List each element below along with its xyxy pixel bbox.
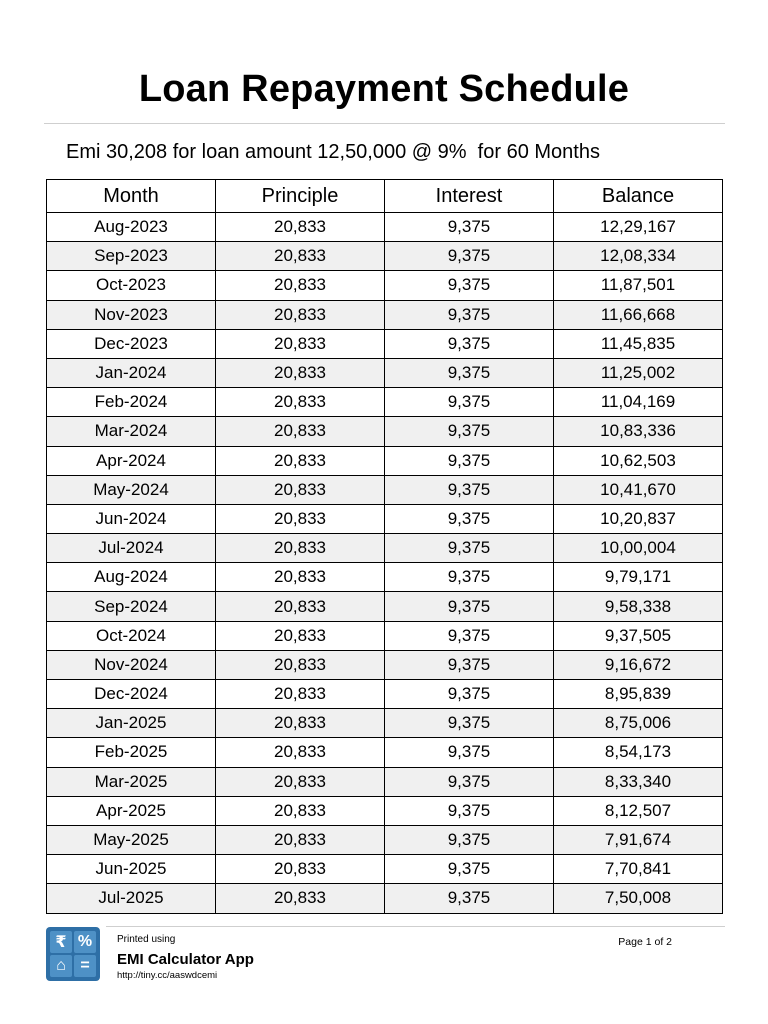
cell-balance: 8,95,839 <box>554 680 723 709</box>
cell-balance: 7,50,008 <box>554 884 723 913</box>
cell-balance: 10,62,503 <box>554 446 723 475</box>
table-row <box>47 358 723 387</box>
rupee-icon: ₹ <box>50 931 72 953</box>
cell-interest: 9,375 <box>385 358 554 387</box>
cell-interest: 9,375 <box>385 592 554 621</box>
cell-month: Aug-2023 <box>47 213 216 242</box>
cell-month: Mar-2025 <box>47 767 216 796</box>
cell-interest: 9,375 <box>385 767 554 796</box>
table-row <box>47 855 723 884</box>
table-row <box>47 300 723 329</box>
cell-balance: 11,66,668 <box>554 300 723 329</box>
table-row <box>47 534 723 563</box>
cell-month: Sep-2024 <box>47 592 216 621</box>
cell-interest: 9,375 <box>385 388 554 417</box>
cell-month: Jan-2024 <box>47 358 216 387</box>
cell-month: Jul-2024 <box>47 534 216 563</box>
cell-principle: 20,833 <box>216 242 385 271</box>
cell-month: Feb-2024 <box>47 388 216 417</box>
app-name: EMI Calculator App <box>117 951 254 968</box>
app-url-link[interactable]: http://tiny.cc/aaswdcemi <box>117 970 218 981</box>
cell-balance: 9,37,505 <box>554 621 723 650</box>
cell-principle: 20,833 <box>216 534 385 563</box>
cell-month: Jun-2024 <box>47 504 216 533</box>
cell-interest: 9,375 <box>385 271 554 300</box>
cell-principle: 20,833 <box>216 709 385 738</box>
cell-interest: 9,375 <box>385 738 554 767</box>
cell-principle: 20,833 <box>216 592 385 621</box>
cell-principle: 20,833 <box>216 475 385 504</box>
printed-using-label: Printed using <box>117 934 176 945</box>
cell-balance: 12,08,334 <box>554 242 723 271</box>
cell-month: Nov-2024 <box>47 650 216 679</box>
cell-principle: 20,833 <box>216 271 385 300</box>
table-row <box>47 504 723 533</box>
table-row <box>47 475 723 504</box>
table-row <box>47 680 723 709</box>
table-row <box>47 825 723 854</box>
cell-month: Jun-2025 <box>47 855 216 884</box>
cell-balance: 10,83,336 <box>554 417 723 446</box>
cell-month: Apr-2025 <box>47 796 216 825</box>
table-row <box>47 592 723 621</box>
cell-interest: 9,375 <box>385 650 554 679</box>
cell-balance: 10,00,004 <box>554 534 723 563</box>
cell-month: May-2024 <box>47 475 216 504</box>
cell-interest: 9,375 <box>385 825 554 854</box>
cell-principle: 20,833 <box>216 563 385 592</box>
cell-principle: 20,833 <box>216 855 385 884</box>
cell-principle: 20,833 <box>216 329 385 358</box>
page-number: Page 1 of 2 <box>618 936 672 948</box>
cell-principle: 20,833 <box>216 388 385 417</box>
cell-principle: 20,833 <box>216 825 385 854</box>
cell-principle: 20,833 <box>216 796 385 825</box>
title-divider <box>44 123 725 124</box>
cell-month: Jan-2025 <box>47 709 216 738</box>
cell-month: Sep-2023 <box>47 242 216 271</box>
cell-interest: 9,375 <box>385 621 554 650</box>
cell-month: Aug-2024 <box>47 563 216 592</box>
cell-balance: 11,04,169 <box>554 388 723 417</box>
cell-month: Nov-2023 <box>47 300 216 329</box>
cell-interest: 9,375 <box>385 417 554 446</box>
cell-month: Oct-2023 <box>47 271 216 300</box>
cell-interest: 9,375 <box>385 709 554 738</box>
cell-interest: 9,375 <box>385 242 554 271</box>
cell-principle: 20,833 <box>216 213 385 242</box>
cell-interest: 9,375 <box>385 213 554 242</box>
cell-principle: 20,833 <box>216 884 385 913</box>
cell-interest: 9,375 <box>385 475 554 504</box>
emi-app-logo <box>46 927 100 981</box>
table-row <box>47 417 723 446</box>
cell-interest: 9,375 <box>385 884 554 913</box>
table-row <box>47 242 723 271</box>
footer-divider <box>106 926 725 927</box>
cell-month: May-2025 <box>47 825 216 854</box>
table-row <box>47 563 723 592</box>
cell-balance: 8,75,006 <box>554 709 723 738</box>
percent-icon: % <box>74 931 96 953</box>
page-title: Loan Repayment Schedule <box>138 68 630 110</box>
column-header-month: Month <box>47 180 216 213</box>
table-row <box>47 271 723 300</box>
cell-principle: 20,833 <box>216 738 385 767</box>
cell-month: Apr-2024 <box>47 446 216 475</box>
cell-interest: 9,375 <box>385 300 554 329</box>
table-header-row <box>47 180 723 213</box>
cell-month: Oct-2024 <box>47 621 216 650</box>
cell-balance: 7,70,841 <box>554 855 723 884</box>
cell-principle: 20,833 <box>216 621 385 650</box>
cell-month: Dec-2023 <box>47 329 216 358</box>
table-row <box>47 329 723 358</box>
table-row <box>47 709 723 738</box>
table-row <box>47 621 723 650</box>
cell-balance: 11,25,002 <box>554 358 723 387</box>
table-row <box>47 213 723 242</box>
cell-principle: 20,833 <box>216 767 385 796</box>
cell-interest: 9,375 <box>385 446 554 475</box>
cell-balance: 9,79,171 <box>554 563 723 592</box>
column-header-balance: Balance <box>554 180 723 213</box>
cell-interest: 9,375 <box>385 534 554 563</box>
cell-interest: 9,375 <box>385 680 554 709</box>
cell-month: Feb-2025 <box>47 738 216 767</box>
loan-summary: Emi 30,208 for loan amount 12,50,000 @ 9% for 60 Months <box>66 141 600 163</box>
cell-balance: 11,45,835 <box>554 329 723 358</box>
table-row <box>47 388 723 417</box>
cell-principle: 20,833 <box>216 504 385 533</box>
cell-principle: 20,833 <box>216 680 385 709</box>
cell-balance: 7,91,674 <box>554 825 723 854</box>
cell-interest: 9,375 <box>385 563 554 592</box>
cell-balance: 8,33,340 <box>554 767 723 796</box>
column-header-principle: Principle <box>216 180 385 213</box>
cell-interest: 9,375 <box>385 504 554 533</box>
cell-balance: 8,54,173 <box>554 738 723 767</box>
cell-interest: 9,375 <box>385 796 554 825</box>
cell-month: Mar-2024 <box>47 417 216 446</box>
cell-principle: 20,833 <box>216 300 385 329</box>
table-row <box>47 738 723 767</box>
home-icon: ⌂ <box>50 955 72 977</box>
table-row <box>47 650 723 679</box>
cell-balance: 10,20,837 <box>554 504 723 533</box>
cell-principle: 20,833 <box>216 358 385 387</box>
table-row <box>47 767 723 796</box>
cell-balance: 10,41,670 <box>554 475 723 504</box>
table-row <box>47 884 723 913</box>
repayment-schedule-table <box>46 179 723 914</box>
column-header-interest: Interest <box>385 180 554 213</box>
cell-principle: 20,833 <box>216 446 385 475</box>
cell-interest: 9,375 <box>385 329 554 358</box>
table-row <box>47 446 723 475</box>
cell-interest: 9,375 <box>385 855 554 884</box>
cell-balance: 8,12,507 <box>554 796 723 825</box>
cell-balance: 12,29,167 <box>554 213 723 242</box>
cell-balance: 9,58,338 <box>554 592 723 621</box>
cell-month: Jul-2025 <box>47 884 216 913</box>
table-row <box>47 796 723 825</box>
cell-month: Dec-2024 <box>47 680 216 709</box>
equals-icon: = <box>74 955 96 977</box>
table-body <box>47 213 723 914</box>
cell-balance: 9,16,672 <box>554 650 723 679</box>
cell-principle: 20,833 <box>216 650 385 679</box>
cell-principle: 20,833 <box>216 417 385 446</box>
cell-balance: 11,87,501 <box>554 271 723 300</box>
